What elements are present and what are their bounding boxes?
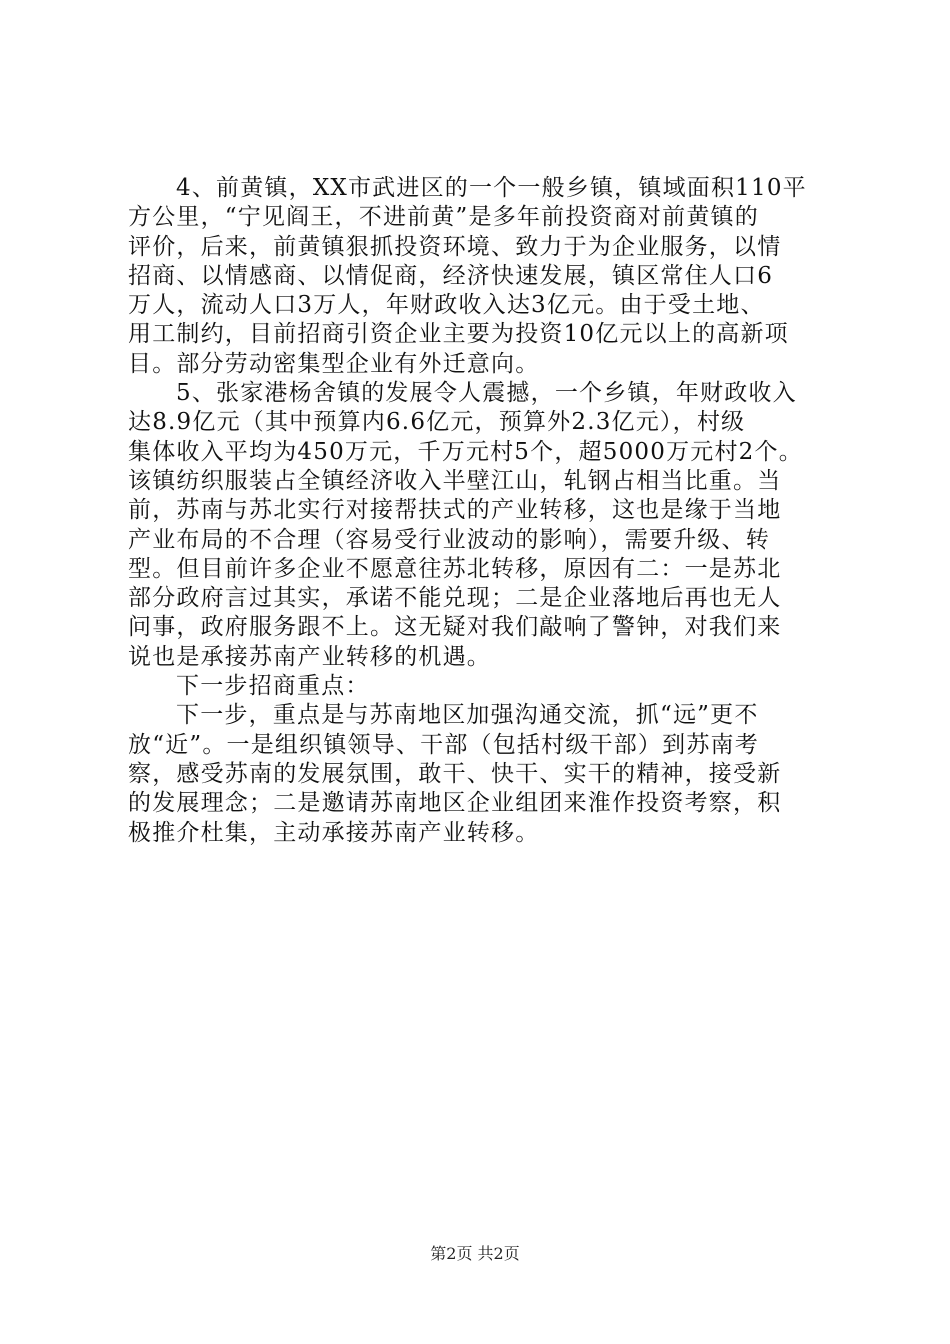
paragraph-line: 前，苏南与苏北实行对接帮扶式的产业转移，这也是缘于当地 — [128, 497, 782, 524]
paragraph-line: 用工制约，目前招商引资企业主要为投资10亿元以上的高新项 — [128, 321, 789, 348]
paragraph-line: 型。但目前许多企业不愿意往苏北转移，原因有二：一是苏北 — [128, 555, 782, 582]
paragraph-line: 部分政府言过其实，承诺不能兑现；二是企业落地后再也无人 — [128, 585, 782, 612]
paragraph-line: 评价，后来，前黄镇狠抓投资环境、致力于为企业服务，以情 — [128, 233, 782, 260]
document-body — [128, 174, 828, 848]
section-heading-next-steps: 下一步招商重点： — [176, 673, 370, 700]
paragraph-line: 问事，政府服务跟不上。这无疑对我们敲响了警钟，对我们来 — [128, 614, 782, 641]
paragraph-next-steps — [128, 701, 828, 847]
paragraph-5 — [128, 379, 828, 672]
paragraph-line: 说也是承接苏南产业转移的机遇。 — [128, 643, 491, 670]
paragraph-line: 的发展理念；二是邀请苏南地区企业组团来淮作投资考察，积 — [128, 790, 782, 817]
page-number-footer: 第2页 共2页 — [430, 1244, 520, 1263]
paragraph-line: 该镇纺织服装占全镇经济收入半壁江山，轧钢占相当比重。当 — [128, 467, 782, 494]
paragraph-line: 方公里，“宁见阎王，不进前黄”是多年前投资商对前黄镇的 — [128, 204, 759, 231]
paragraph-line: 下一步，重点是与苏南地区加强沟通交流，抓“远”更不 — [176, 702, 759, 729]
paragraph-line: 放“近”。一是组织镇领导、干部（包括村级干部）到苏南考 — [128, 731, 759, 758]
paragraph-line: 集体收入平均为450万元，千万元村5个，超5000万元村2个。 — [128, 438, 803, 465]
paragraph-line: 达8.9亿元（其中预算内6.6亿元，预算外2.3亿元），村级 — [128, 409, 746, 436]
paragraph-line: 万人，流动人口3万人，年财政收入达3亿元。由于受土地、 — [128, 292, 765, 319]
paragraph-line: 产业布局的不合理（容易受行业波动的影响），需要升级、转 — [128, 526, 770, 553]
paragraph-line: 察，感受苏南的发展氛围，敢干、快干、实干的精神，接受新 — [128, 760, 782, 787]
paragraph-line: 5、张家港杨舍镇的发展令人震撼，一个乡镇，年财政收入 — [176, 380, 797, 407]
paragraph-line: 极推介杜集，主动承接苏南产业转移。 — [128, 819, 540, 846]
paragraph-line: 招商、以情感商、以情促商，经济快速发展，镇区常住人口6 — [128, 262, 774, 289]
paragraph-line: 4、前黄镇，XX市武进区的一个一般乡镇，镇域面积110平 — [176, 175, 807, 201]
paragraph-4 — [128, 174, 828, 379]
paragraph-line: 目。部分劳动密集型企业有外迁意向。 — [128, 350, 540, 377]
